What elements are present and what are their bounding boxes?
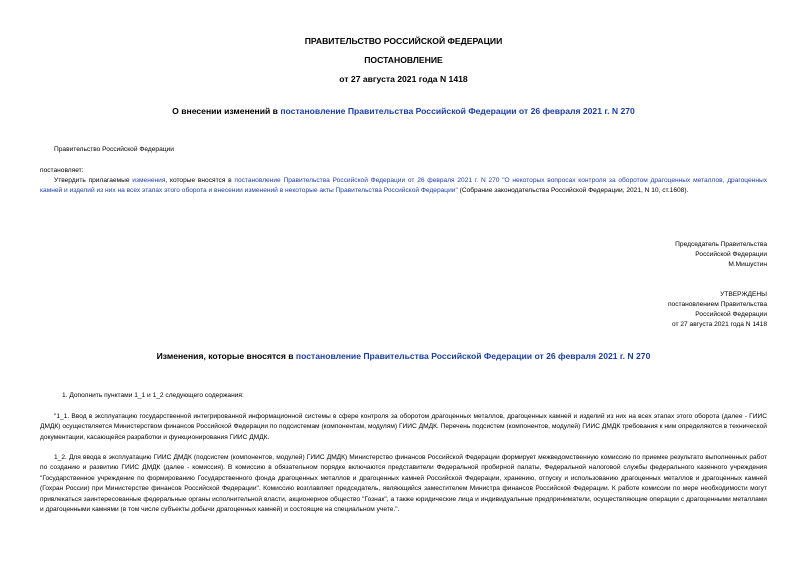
decrees-word: постановляет:	[40, 167, 84, 174]
signature-position: Председатель Правительства	[675, 241, 767, 248]
approve-text-end: (Собрание законодательства Российской Федерации, 2021, N 10, ст.1608).	[457, 187, 689, 195]
approval-word: УТВЕРЖДЕНЫ	[720, 291, 767, 298]
approve-paragraph	[40, 176, 767, 197]
paragraph-1-2: 1_2. Для ввода в эксплуатацию ГИИС ДМДК (подсистем (компонентов, модулей) ГИИС ДМДК) Министерство финансов Российской Федерации формирует межведомственную комиссию по приемке результато выполненных работ по созданию и развитию ГИИС ДМДК (далее - комиссия). В комиссию в обязательном порядке включаются представители Федеральной пробирной палаты, Федеральной налоговой службы федерального казенного учреждения "Государственное учреждение по формированию Государственного фонда драгоценных металлов и драгоценных камней Российской Федерации, хранению, отпуску и использованию драгоценных металлов и драгоценных камней (Гохран России) при Министерстве финансов Российской Федерации". Комиссию возглавляет председатель, являющийся заместителем Министра финансов Российской Федерации. К работе комиссии по мере необходимости могут привлекаться заинтересованные федеральные органы исполнительной власти, акционерное общество "Гознак", а также юридические лица и индивидуальные предприниматели, осуществляющие операции с драгоценными металлами и драгоценными камнями (в том числе субъекты добычи драгоценных камней) и состоящие на специальном учете.".	[40, 454, 767, 514]
government-heading: ПРАВИТЕЛЬСТВО РОССИЙСКОЙ ФЕДЕРАЦИИ	[304, 36, 503, 46]
doc-type-heading: ПОСТАНОВЛЕНИЕ	[364, 55, 443, 65]
approve-text-mid: , которые вносятся в	[165, 177, 235, 184]
approval-country: Российской Федерации	[695, 311, 767, 318]
approval-date: от 27 августа 2021 года N 1418	[672, 321, 767, 328]
approval-by: постановлением Правительства	[667, 301, 767, 308]
signature-block	[675, 240, 767, 270]
changes-title-prefix: Изменения, которые вносятся в	[156, 351, 296, 361]
approve-text-start: Утвердить прилагаемые	[54, 177, 133, 184]
issuer: Правительство Российской Федерации	[54, 146, 174, 153]
changes-link[interactable]: изменения	[132, 177, 166, 184]
signature-country: Российской Федерации	[695, 251, 767, 258]
approval-block	[668, 290, 767, 330]
paragraph-1-1: "1_1. Ввод в эксплуатацию государственной интегрированной информационной системы в сфере контроля за оборотом драгоценных металлов, драгоценных камней и изделий из них на всех этапах этого оборота (далее - ГИИС ДМДК) осуществляется Министерством финансов Российской Федерации по подсистемам (компонентам, модулям) ГИИС ДМДК. Перечень подсистем (компонентов, модулей) ГИИС ДМДК требования к ним определяются в технической документации, касающейся разработки и функционирования ГИИС ДМДК.	[40, 413, 767, 441]
date-number: от 27 августа 2021 года N 1418	[339, 74, 468, 84]
title-prefix: О внесении изменений в	[172, 106, 281, 116]
item-1: 1. Дополнить пунктами 1_1 и 1_2 следующего содержания:	[62, 392, 244, 399]
signature-name: М.Мишустин	[728, 261, 767, 268]
resolution-270-link[interactable]: постановление Правительства Российской Федерации от 26 февраля 2021 г. N 270 "О некоторых вопросах контроля за оборотом драгоценных металлов, драгоценных камней и изделий из них на всех этапах этого оборота и внесении изменений в некоторые акты Правительства Российской Федерации"	[40, 177, 767, 195]
changes-title	[0, 351, 807, 362]
changes-title-link[interactable]: постановление Правительства Российской Федерации от 26 февраля 2021 г. N 270	[295, 351, 651, 361]
document-title	[0, 106, 807, 117]
title-link[interactable]: постановление Правительства Российской Федерации от 26 февраля 2021 г. N 270	[280, 106, 635, 116]
